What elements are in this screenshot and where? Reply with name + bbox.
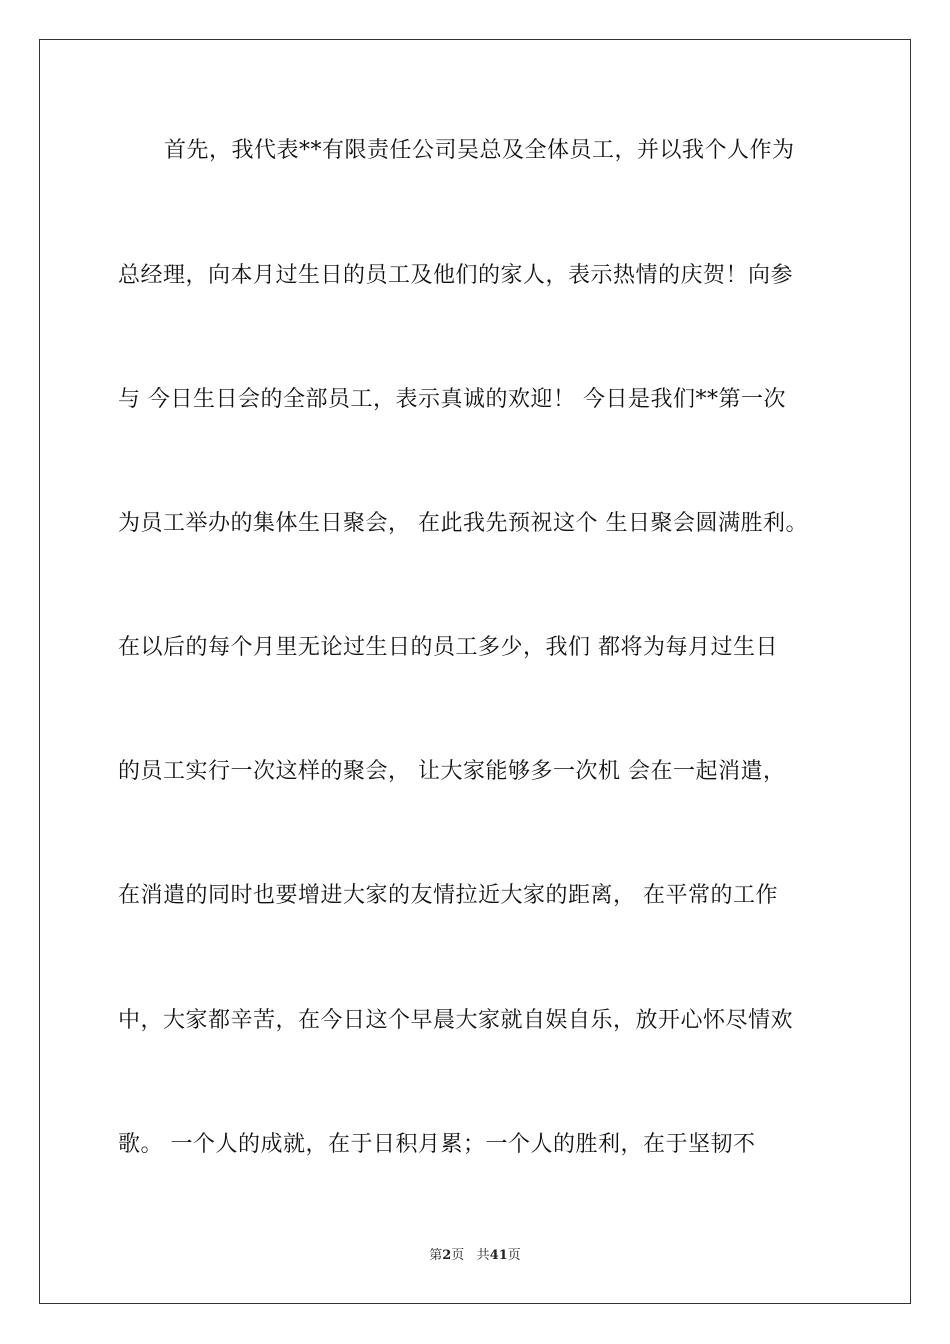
footer-page-suffix: 页 (451, 1248, 465, 1263)
body-line-2: 总经理，向本月过生日的员工及他们的家人，表示热情的庆贺！向参 (118, 263, 794, 288)
body-line-1: 首先，我代表**有限责任公司吴总及全体员工，并以我个人作为 (164, 138, 795, 163)
body-line-7: 在消遣的同时也要增进大家的友情拉近大家的距离， 在平常的工作 (118, 883, 778, 908)
page-border (39, 39, 911, 1304)
footer-total-number: 41 (489, 1248, 508, 1263)
footer-total-prefix: 共 (476, 1248, 490, 1263)
footer-total-suffix: 页 (507, 1248, 521, 1263)
body-line-6: 的员工实行一次这样的聚会， 让大家能够多一次机 会在一起消遣， (118, 759, 786, 784)
body-line-9: 歌。 一个人的成就，在于日积月累；一个人的胜利，在于坚韧不 (118, 1132, 756, 1157)
footer-page-prefix: 第 (429, 1248, 443, 1263)
body-line-8: 中，大家都辛苦，在今日这个早晨大家就自娱自乐，放开心怀尽情欢 (118, 1008, 794, 1033)
footer-page-number: 2 (442, 1248, 452, 1263)
page-footer (0, 1248, 950, 1264)
body-line-5: 在以后的每个月里无论过生日的员工多少，我们 都将为每月过生日 (118, 635, 778, 660)
body-line-3: 与 今日生日会的全部员工，表示真诚的欢迎！ 今日是我们**第一次 (118, 387, 786, 412)
body-line-4: 为员工举办的集体生日聚会， 在此我先预祝这个 生日聚会圆满胜利。 (118, 511, 808, 536)
